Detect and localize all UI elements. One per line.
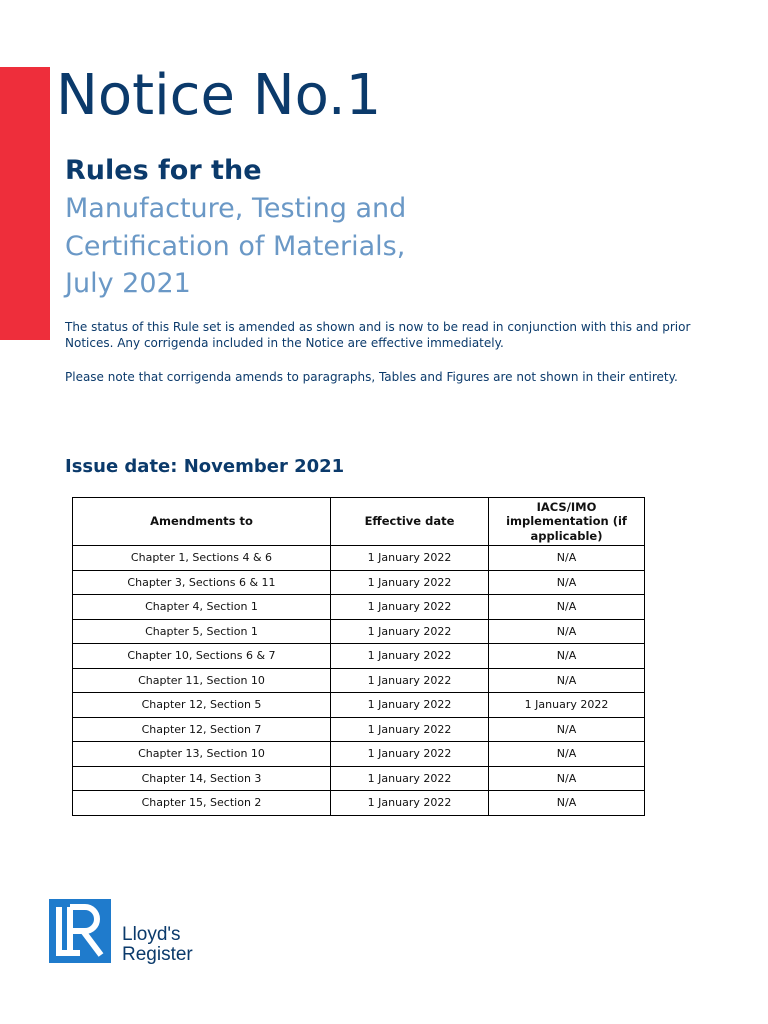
cell-amendment: Chapter 15, Section 2 (73, 791, 331, 816)
cell-amendment: Chapter 12, Section 5 (73, 693, 331, 718)
lloyds-register-logo (49, 899, 111, 963)
cell-effective-date: 1 January 2022 (331, 766, 489, 791)
cell-implementation: N/A (489, 668, 645, 693)
cell-implementation: N/A (489, 570, 645, 595)
cell-effective-date: 1 January 2022 (331, 668, 489, 693)
cell-amendment: Chapter 3, Sections 6 & 11 (73, 570, 331, 595)
cell-effective-date: 1 January 2022 (331, 570, 489, 595)
issue-date: Issue date: November 2021 (65, 456, 345, 477)
brand-line: Lloyd's (122, 924, 181, 945)
corrigenda-note: Please note that corrigenda amends to paragraphs, Tables and Figures are not shown in their entirety. (65, 370, 678, 384)
rule-set-subtitle (65, 190, 406, 303)
subtitle-line: Manufacture, Testing and (65, 193, 407, 224)
brand-name (122, 925, 193, 965)
status-paragraph: The status of this Rule set is amended as shown and is now to be read in conjunction with this and prior Notices. Any corrigenda included in the Notice are effective immediately. (65, 320, 691, 350)
amendments-table-body (73, 546, 645, 816)
column-header-effective-date: Effective date (331, 498, 489, 546)
cell-implementation: N/A (489, 619, 645, 644)
cell-implementation: N/A (489, 717, 645, 742)
table-header-row (73, 498, 645, 546)
cell-implementation: N/A (489, 595, 645, 620)
cell-implementation: N/A (489, 742, 645, 767)
table-row (73, 619, 645, 644)
cell-effective-date: 1 January 2022 (331, 693, 489, 718)
cell-amendment: Chapter 13, Section 10 (73, 742, 331, 767)
lr-monogram-icon (49, 899, 111, 963)
cell-effective-date: 1 January 2022 (331, 595, 489, 620)
cell-effective-date: 1 January 2022 (331, 791, 489, 816)
brand-line: Register (122, 944, 193, 965)
cell-implementation: N/A (489, 546, 645, 571)
column-header-amendments: Amendments to (73, 498, 331, 546)
table-row (73, 742, 645, 767)
cell-amendment: Chapter 5, Section 1 (73, 619, 331, 644)
cell-effective-date: 1 January 2022 (331, 644, 489, 669)
cell-effective-date: 1 January 2022 (331, 546, 489, 571)
cell-amendment: Chapter 11, Section 10 (73, 668, 331, 693)
table-row (73, 717, 645, 742)
cell-implementation: N/A (489, 766, 645, 791)
subtitle-line: Certification of Materials, (65, 230, 406, 262)
cell-amendment: Chapter 14, Section 3 (73, 766, 331, 791)
cell-amendment: Chapter 1, Sections 4 & 6 (73, 546, 331, 571)
amendments-table (72, 497, 645, 816)
table-row (73, 570, 645, 595)
page-title: Notice No.1 (56, 63, 382, 128)
cell-effective-date: 1 January 2022 (331, 742, 489, 767)
cell-implementation: N/A (489, 791, 645, 816)
table-row (73, 668, 645, 693)
table-row (73, 766, 645, 791)
accent-bar (0, 67, 50, 340)
column-header-implementation: IACS/IMO implementation (if applicable) (489, 498, 645, 546)
table-row (73, 595, 645, 620)
table-row (73, 546, 645, 571)
rules-for-heading: Rules for the (65, 155, 262, 186)
table-row (73, 693, 645, 718)
cell-effective-date: 1 January 2022 (331, 619, 489, 644)
cell-amendment: Chapter 10, Sections 6 & 7 (73, 644, 331, 669)
cell-amendment: Chapter 12, Section 7 (73, 717, 331, 742)
subtitle-line: July 2021 (65, 268, 191, 299)
cell-effective-date: 1 January 2022 (331, 717, 489, 742)
cell-amendment: Chapter 4, Section 1 (73, 595, 331, 620)
table-row (73, 644, 645, 669)
table-row (73, 791, 645, 816)
cell-implementation: N/A (489, 644, 645, 669)
cell-implementation: 1 January 2022 (489, 693, 645, 718)
